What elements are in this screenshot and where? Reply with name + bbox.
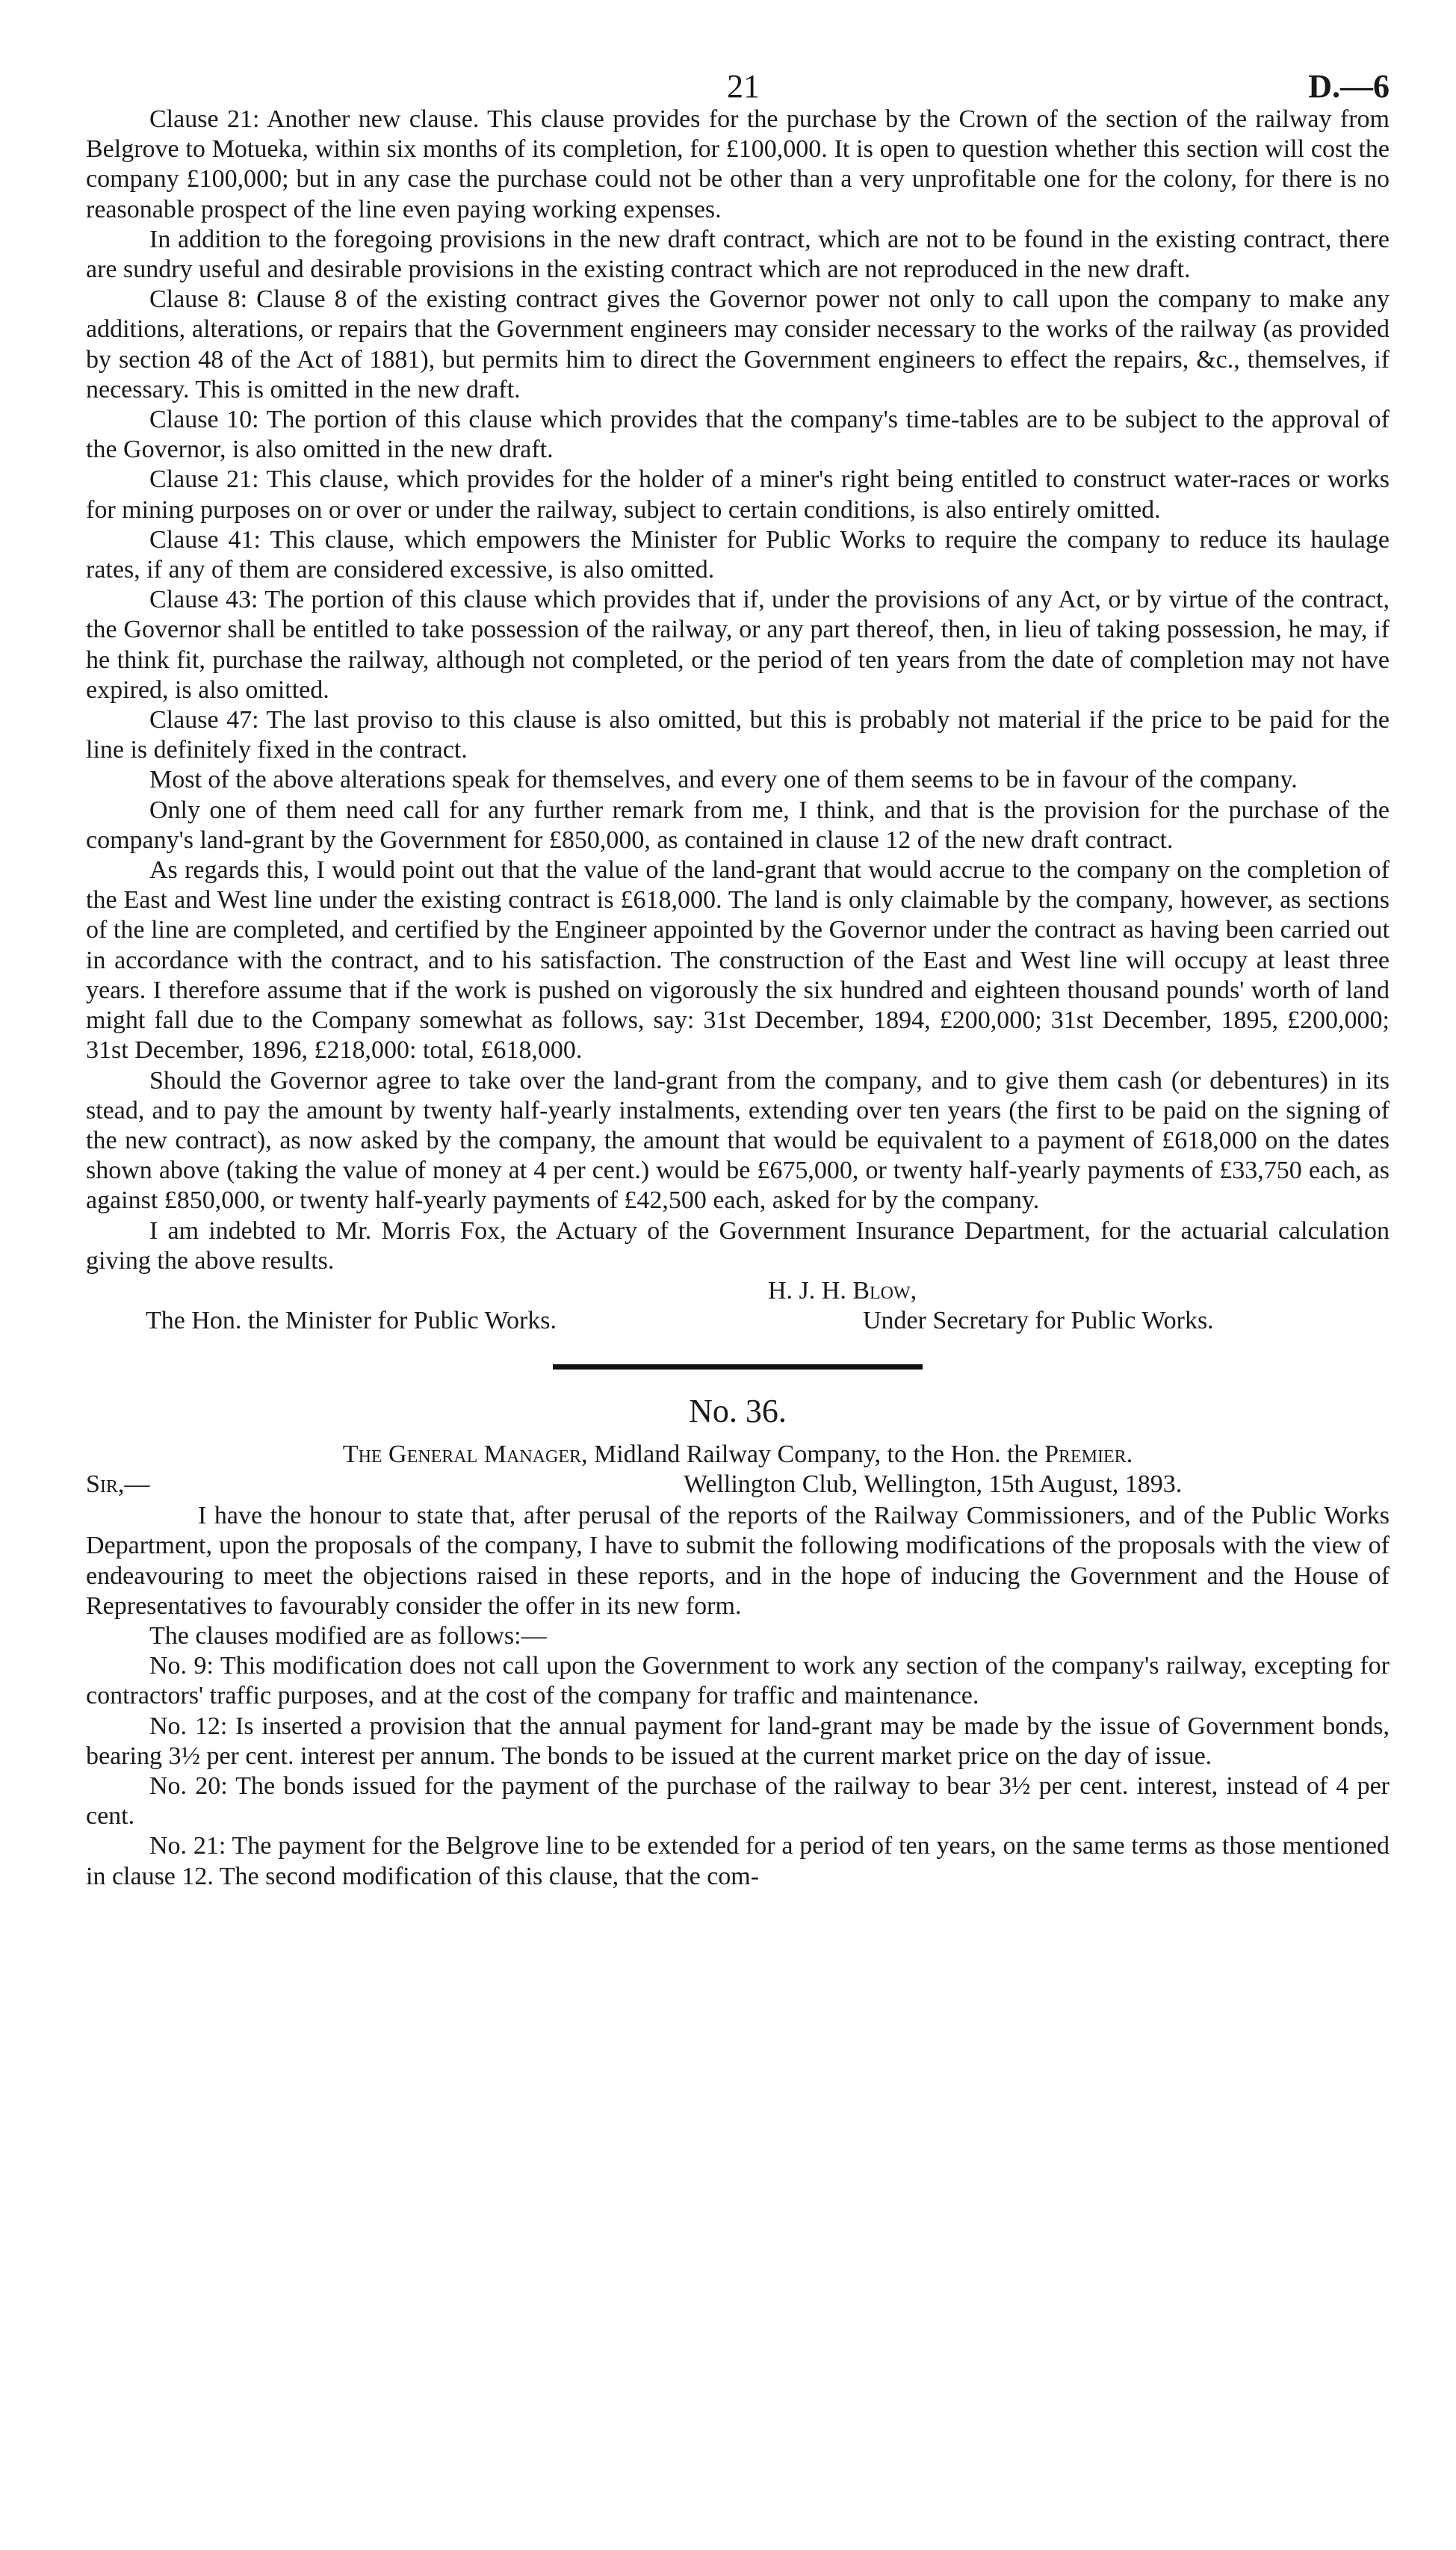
paragraph: I have the honour to state that, after perusal of the reports of the Railway Commissioners, and of the Public Works Department, upon the proposals of the company, I have to submit the following modifications of the proposals with the view of endeavouring to meet the objections raised in these reports, and in the hope of inducing the Government and the House of Representatives to favourably consider the offer in its new form.: [86, 1502, 1390, 1620]
paragraph: Only one of them need call for any further remark from me, I think, and that is the provision for the purchase of the company's land-grant by the Government for £850,000, as contained in clause 12 of the new draft contract.: [86, 796, 1390, 854]
dateline: Wellington Club, Wellington, 15th August, 1893.: [684, 1470, 1183, 1499]
signatory-name: H. J. H. Blow,: [768, 1276, 917, 1305]
paragraph: Clause 21: Another new clause. This clause provides for the purchase by the Crown of the section of the railway from Belgrove to Motueka, within six months of its completion, for £100,000. It is open to question whether this section will cost the company £100,000; but in any case the purchase could not be other than a very unprofitable one for the colony, for there is no reasonable prospect of the line even paying working expenses.: [86, 105, 1390, 223]
signature-block: [86, 1276, 1390, 1336]
paragraph: I am indebted to Mr. Morris Fox, the Actuary of the Government Insurance Department, for the actuarial calculation giving the above results.: [86, 1216, 1390, 1275]
recipient: Premier: [1044, 1440, 1127, 1468]
paragraph: No. 21: The payment for the Belgrove line to be extended for a period of ten years, on the same terms as those mentioned in clause 12. The second modification of this clause, that the com-: [86, 1832, 1390, 1890]
paragraph: The clauses modified are as follows:—: [149, 1621, 547, 1650]
document-reference: D.—6: [1308, 68, 1390, 105]
salutation: Sir,—: [86, 1470, 150, 1499]
signatory-title: Under Secretary for Public Works.: [863, 1306, 1214, 1334]
document-page: [86, 0, 1390, 1892]
paragraph: Clause 47: The last proviso to this clause is also omitted, but this is probably not material if the price to be paid for the line is definitely fixed in the contract.: [86, 706, 1390, 764]
letter-heading: [86, 1440, 1390, 1470]
page-header: [86, 0, 1390, 105]
paragraph: No. 12: Is inserted a provision that the annual payment for land-grant may be made by the issue of Government bonds, bearing 3½ per cent. interest per annum. The bonds to be issued at the current market price on the day of issue.: [86, 1712, 1390, 1770]
paragraph: Clause 41: This clause, which empowers the Minister for Public Works to require the company to reduce its haulage rates, if any of them are considered excessive, is also omitted.: [86, 525, 1390, 584]
salutation-line: [86, 1470, 1390, 1501]
letter-body: [86, 1501, 1390, 1892]
paragraph: Most of the above alterations speak for themselves, and every one of them seems to be in favour of the company.: [149, 766, 1298, 794]
heading-end: .: [1126, 1440, 1133, 1468]
letter-number-heading: No. 36.: [689, 1392, 787, 1429]
section-divider: [553, 1364, 923, 1370]
paragraph: Should the Governor agree to take over the land-grant from the company, and to give them cash (or debentures) in its stead, and to pay the amount by twenty half-yearly instalments, extending over ten years (the first to be paid on the signing of the new contract), as now asked by the company, the amount that would be equivalent to a payment of £618,000 on the dates shown above (taking the value of money at 4 per cent.) would be £675,000, or twenty half-yearly payments of £33,750 each, as against £850,000, or twenty half-yearly payments of £42,500 each, asked for by the company.: [86, 1066, 1390, 1215]
paragraph: In addition to the foregoing provisions in the new draft contract, which are not to be found in the existing contract, there are sundry useful and desirable provisions in the existing contract which are not reproduced in the new draft.: [86, 225, 1390, 284]
report-body: [86, 105, 1390, 1276]
sender: The General Manager: [342, 1440, 581, 1468]
addressee: The Hon. the Minister for Public Works.: [146, 1306, 557, 1334]
paragraph: As regards this, I would point out that the value of the land-grant that would accrue to the company on the completion of the East and West line under the existing contract is £618,000. The land is only claimable by the company, however, as sections of the line are completed, and certified by the Engineer appointed by the Governor under the contract as having been carried out in accordance with the contract, and to his satisfaction. The construction of the East and West line will occupy at least three years. I therefore assume that if the work is pushed on vigorously the six hundred and eighteen thousand pounds' worth of land might fall due to the Company somewhat as follows, say: 31st December, 1894, £200,000; 31st December, 1895, £200,000; 31st December, 1896, £218,000: total, £618,000.: [86, 856, 1390, 1065]
paragraph: No. 9: This modification does not call upon the Government to work any section of the company's railway, excepting for contractors' traffic purposes, and at the cost of the company for traffic and maintenance.: [86, 1652, 1390, 1710]
sender-org: , Midland Railway Company, to the Hon. the: [581, 1440, 1045, 1468]
paragraph: No. 20: The bonds issued for the payment of the purchase of the railway to bear 3½ per cent. interest, instead of 4 per cent.: [86, 1771, 1390, 1831]
paragraph: Clause 8: Clause 8 of the existing contract gives the Governor power not only to call upon the company to make any additions, alterations, or repairs that the Government engineers may consider necessary to the works of the railway (as provided by section 48 of the Act of 1881), but permits him to direct the Government engineers to effect the repairs, &c., themselves, if necessary. This is omitted in the new draft.: [86, 285, 1390, 403]
paragraph: Clause 21: This clause, which provides for the holder of a miner's right being entitled to construct water-races or works for mining purposes on or over or under the railway, subject to certain conditions, is also entirely omitted.: [86, 465, 1390, 524]
paragraph: Clause 43: The portion of this clause which provides that if, under the provisions of any Act, or by virtue of the contract, the Governor shall be entitled to take possession of the railway, or any part thereof, then, in lieu of taking possession, he may, if he think fit, purchase the railway, although not completed, or the period of ten years from the date of completion may not have expired, is also omitted.: [86, 586, 1390, 704]
page-number: 21: [727, 68, 760, 105]
paragraph: Clause 10: The portion of this clause which provides that the company's time-tables are to be subject to the approval of the Governor, is also omitted in the new draft.: [86, 406, 1390, 464]
